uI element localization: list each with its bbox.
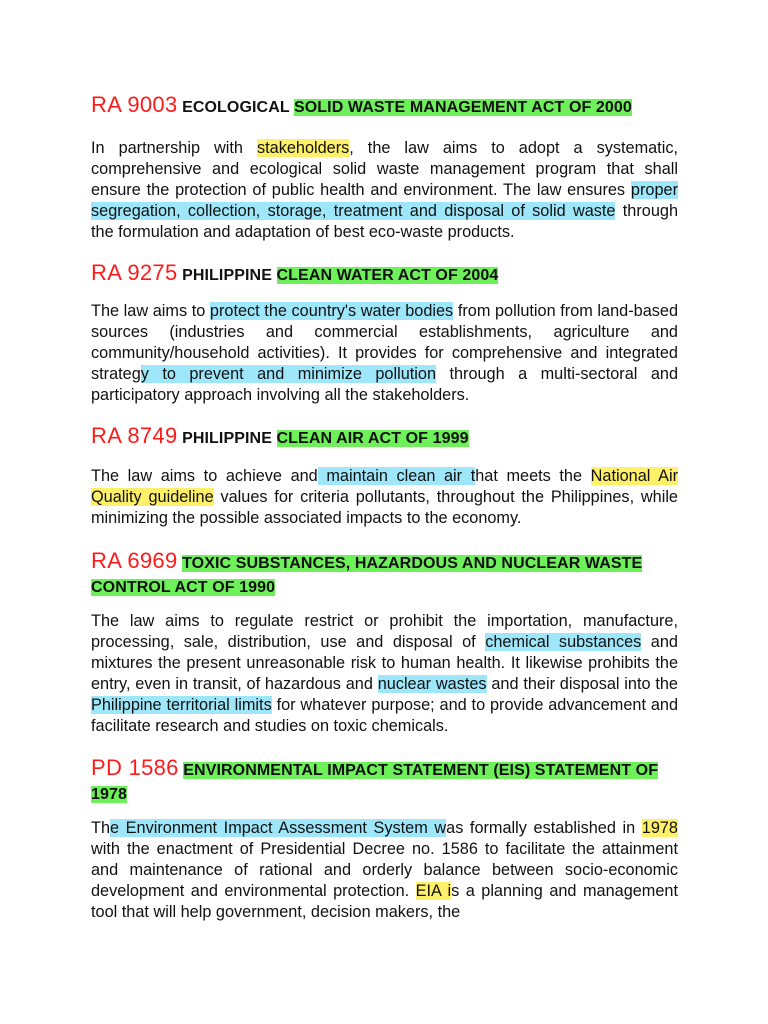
section-body-ra-6969	[91, 611, 678, 737]
highlight-blue: e Environment Impact Assessment System w	[110, 819, 447, 837]
body-text: for whatever purpose; and to provide advancement and facilitate research and studies on toxic chemicals.	[91, 696, 678, 735]
body-text: hat meets the	[475, 467, 591, 485]
highlight-blue: Philippine territorial limits	[91, 696, 272, 714]
section-heading-ra-8749	[91, 425, 678, 450]
highlight-blue: protect the country's water bodies	[209, 302, 454, 320]
body-text: In partnership with	[91, 139, 257, 157]
highlight-blue: chemical substances	[485, 633, 642, 651]
law-title-plain: PHILIPPINE	[182, 430, 272, 447]
law-code: PD 1586	[91, 755, 179, 780]
body-text: The law aims to achieve and	[91, 467, 318, 485]
body-text: and mixtures the present unreasonable risk to human health. It likewise prohibits the entry, even in transit, of hazardous and	[91, 633, 678, 693]
law-title-highlight: ENVIRONMENTAL IMPACT STATEMENT (EIS) STATEMENT OF 1978	[91, 762, 659, 803]
highlight-blue: nuclear wastes	[377, 675, 487, 693]
highlight-blue: proper segregation, collection, storage, treatment and disposal of solid waste	[91, 181, 678, 220]
section-body-ra-9275	[91, 301, 678, 406]
body-text: and their disposal into the	[486, 675, 678, 693]
section-heading-ra-9275	[91, 262, 678, 287]
section-heading-pd-1586	[91, 756, 678, 807]
body-text: with the enactment of Presidential Decree no. 1586 to facilitate the attainment and maintenance of rational and orderly balance between socio-economic development and environmental protection.	[91, 840, 678, 900]
body-text: The law aims to	[91, 302, 210, 320]
highlight-yellow: EIA i	[415, 882, 452, 900]
law-code: RA 9003	[91, 92, 178, 117]
body-text: values for criteria pollutants, throughout the Philippines, while minimizing the possible associated impacts to the economy.	[91, 488, 678, 527]
law-title-highlight: TOXIC SUBSTANCES, HAZARDOUS AND NUCLEAR WASTE CONTROL ACT OF 1990	[91, 555, 643, 596]
law-code: RA 9275	[91, 260, 178, 285]
section-heading-ra-6969	[91, 549, 678, 600]
section-heading-ra-9003	[91, 94, 678, 119]
highlight-yellow: stakeholders	[256, 139, 350, 157]
law-code: RA 6969	[91, 548, 178, 573]
law-title-highlight: CLEAN AIR ACT OF 1999	[276, 430, 469, 447]
body-text: The law aims to regulate restrict or prohibit the importation, manufacture, processing, sale, distribution, use and disposal of	[91, 612, 678, 651]
body-text: , the law aims to adopt a systematic, comprehensive and ecological solid waste management program that shall ensure the protection of public health and environment. The law ensures	[91, 139, 678, 199]
law-title-highlight: SOLID WASTE MANAGEMENT ACT OF 2000	[293, 99, 632, 116]
section-body-ra-8749	[91, 466, 678, 529]
law-title-plain: PHILIPPINE	[182, 267, 272, 284]
law-title-highlight: CLEAN WATER ACT OF 2004	[276, 267, 499, 284]
body-text: through a multi-sectoral and participatory approach involving all the stakeholders.	[91, 365, 678, 404]
body-text: from pollution from land-based sources (industries and commercial establishments, agriculture and community/household activities). It provides for comprehensive and integrated strateg	[91, 302, 678, 383]
section-body-ra-9003	[91, 138, 678, 243]
highlight-blue: maintain clean air t	[317, 467, 476, 485]
body-text: as formally established in	[446, 819, 642, 837]
highlight-yellow: 1978	[641, 819, 678, 837]
body-text: through the formulation and adaptation of best eco-waste products.	[91, 202, 678, 241]
body-text: Th	[91, 819, 111, 837]
highlight-yellow: National Air Quality guideline	[91, 467, 678, 506]
section-body-pd-1586	[91, 818, 678, 923]
law-title-plain: ECOLOGICAL	[182, 99, 290, 116]
body-text: s a planning and management tool that will help government, decision makers, the	[91, 882, 678, 921]
law-code: RA 8749	[91, 423, 178, 448]
highlight-blue: y to prevent and minimize pollution	[140, 365, 437, 383]
